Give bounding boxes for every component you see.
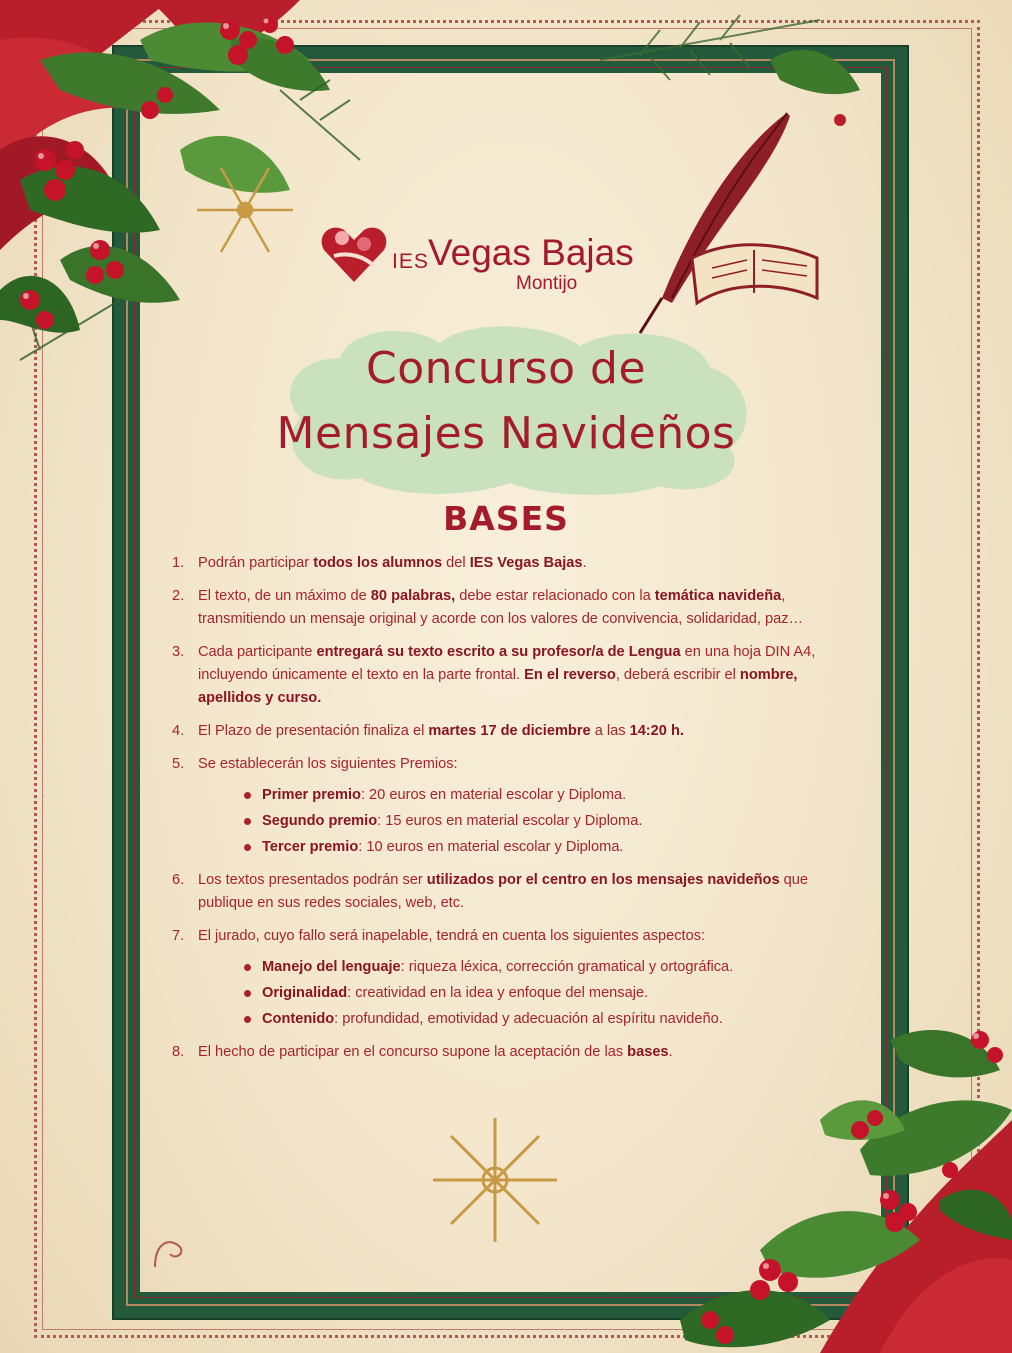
sub-list-item — [244, 784, 848, 807]
emphasis-text: Segundo premio — [262, 813, 378, 829]
rule-number: 6. — [172, 872, 185, 888]
logo-town: Montijo — [516, 273, 578, 294]
rule-text: , deberá escribir el — [615, 667, 740, 683]
rule-text: a las — [590, 723, 630, 739]
rule-item — [168, 641, 848, 710]
rule-number: 2. — [172, 588, 185, 604]
rule-text: Se establecerán los siguientes Premios: — [198, 756, 458, 772]
rule-number: 1. — [172, 555, 185, 571]
emphasis-text: 14:20 h. — [629, 723, 684, 739]
rule-text: El Plazo de presentación finaliza el — [198, 723, 429, 739]
emphasis-text: temática navideña — [654, 588, 782, 604]
sub-list-item — [244, 956, 848, 979]
holly-bottom-right-decoration — [560, 1000, 1012, 1353]
corner-ornament-icon — [150, 1232, 190, 1272]
emphasis-text: Tercer premio — [262, 839, 359, 855]
emphasis-text: Originalidad — [262, 985, 348, 1001]
rule-text: : riqueza léxica, corrección gramatical y ortográfica. — [400, 959, 734, 975]
rule-text: El hecho de participar en el concurso supone la aceptación de las — [198, 1044, 628, 1060]
rule-item — [168, 753, 848, 859]
rule-body — [198, 552, 848, 575]
rule-text: , transmitiendo un mensaje original y acorde con los valores de convivencia, solidaridad, paz… — [198, 588, 804, 627]
rule-text: : creatividad en la idea y enfoque del mensaje. — [347, 985, 649, 1001]
emphasis-text: nombre, apellidos y curso. — [198, 667, 798, 706]
rule-item — [168, 869, 848, 915]
rule-number: 3. — [172, 644, 185, 660]
rule-text: : 15 euros en material escolar y Diploma. — [377, 813, 643, 829]
rule-number: 4. — [172, 723, 185, 739]
rule-text: Cada participante — [198, 644, 317, 660]
rule-text: . — [582, 555, 587, 571]
rule-body — [198, 925, 848, 948]
rule-item — [168, 552, 848, 575]
emphasis-text: Contenido — [262, 1011, 335, 1027]
emphasis-text: En el reverso — [524, 667, 616, 683]
emphasis-text: Primer premio — [262, 787, 361, 803]
sub-list — [198, 784, 848, 859]
rule-text: : profundidad, emotividad y adecuación al espíritu navideño. — [334, 1011, 723, 1027]
emphasis-text: martes 17 de diciembre — [428, 723, 591, 739]
title-line-1: Concurso de — [365, 343, 647, 394]
rule-body — [198, 641, 848, 710]
rules-list — [168, 552, 848, 1074]
rule-item — [168, 720, 848, 743]
title-line-2: Mensajes Navideños — [276, 408, 736, 459]
rule-text: debe estar relacionado con la — [455, 588, 655, 604]
emphasis-text: utilizados por el centro en los mensajes navideños — [426, 872, 780, 888]
rule-number: 8. — [172, 1044, 185, 1060]
logo-prefix: IES — [392, 250, 429, 273]
rule-text: que publique en sus redes sociales, web, etc. — [198, 872, 808, 911]
rule-text: El texto, de un máximo de — [198, 588, 371, 604]
rule-text: Los textos presentados podrán ser — [198, 872, 427, 888]
logo-name: Vegas Bajas — [428, 232, 634, 273]
rule-text: : 10 euros en material escolar y Diploma. — [358, 839, 624, 855]
sub-list-item — [244, 810, 848, 833]
emphasis-text: Manejo del lenguaje — [262, 959, 401, 975]
rule-text: Podrán participar — [198, 555, 314, 571]
rule-body — [198, 869, 848, 915]
emphasis-text: 80 palabras, — [370, 588, 456, 604]
rule-body — [198, 720, 848, 743]
rule-text: : 20 euros en material escolar y Diploma. — [360, 787, 627, 803]
sub-list-item — [244, 836, 848, 859]
heart-people-logo-icon — [320, 222, 388, 284]
emphasis-text: IES Vegas Bajas — [469, 555, 583, 571]
rule-text: . — [668, 1044, 673, 1060]
school-logo — [318, 220, 648, 300]
rule-text: en una hoja DIN A4, incluyendo únicamente el texto en la parte frontal. — [198, 644, 816, 683]
rule-item — [168, 585, 848, 631]
gold-ornament-icon — [420, 1105, 570, 1255]
rule-body — [198, 585, 848, 631]
rule-number: 7. — [172, 928, 185, 944]
rule-body — [198, 753, 848, 776]
emphasis-text: entregará su texto escrito a su profesor/a de Lengua — [316, 644, 681, 660]
bases-heading: BASES — [443, 499, 569, 538]
rule-text: del — [442, 555, 470, 571]
emphasis-text: todos los alumnos — [313, 555, 443, 571]
rule-text: El jurado, cuyo fallo será inapelable, tendrá en cuenta los siguientes aspectos: — [198, 928, 706, 944]
gold-snowflake-icon — [190, 155, 300, 265]
rule-number: 5. — [172, 756, 185, 772]
emphasis-text: bases — [627, 1044, 669, 1060]
